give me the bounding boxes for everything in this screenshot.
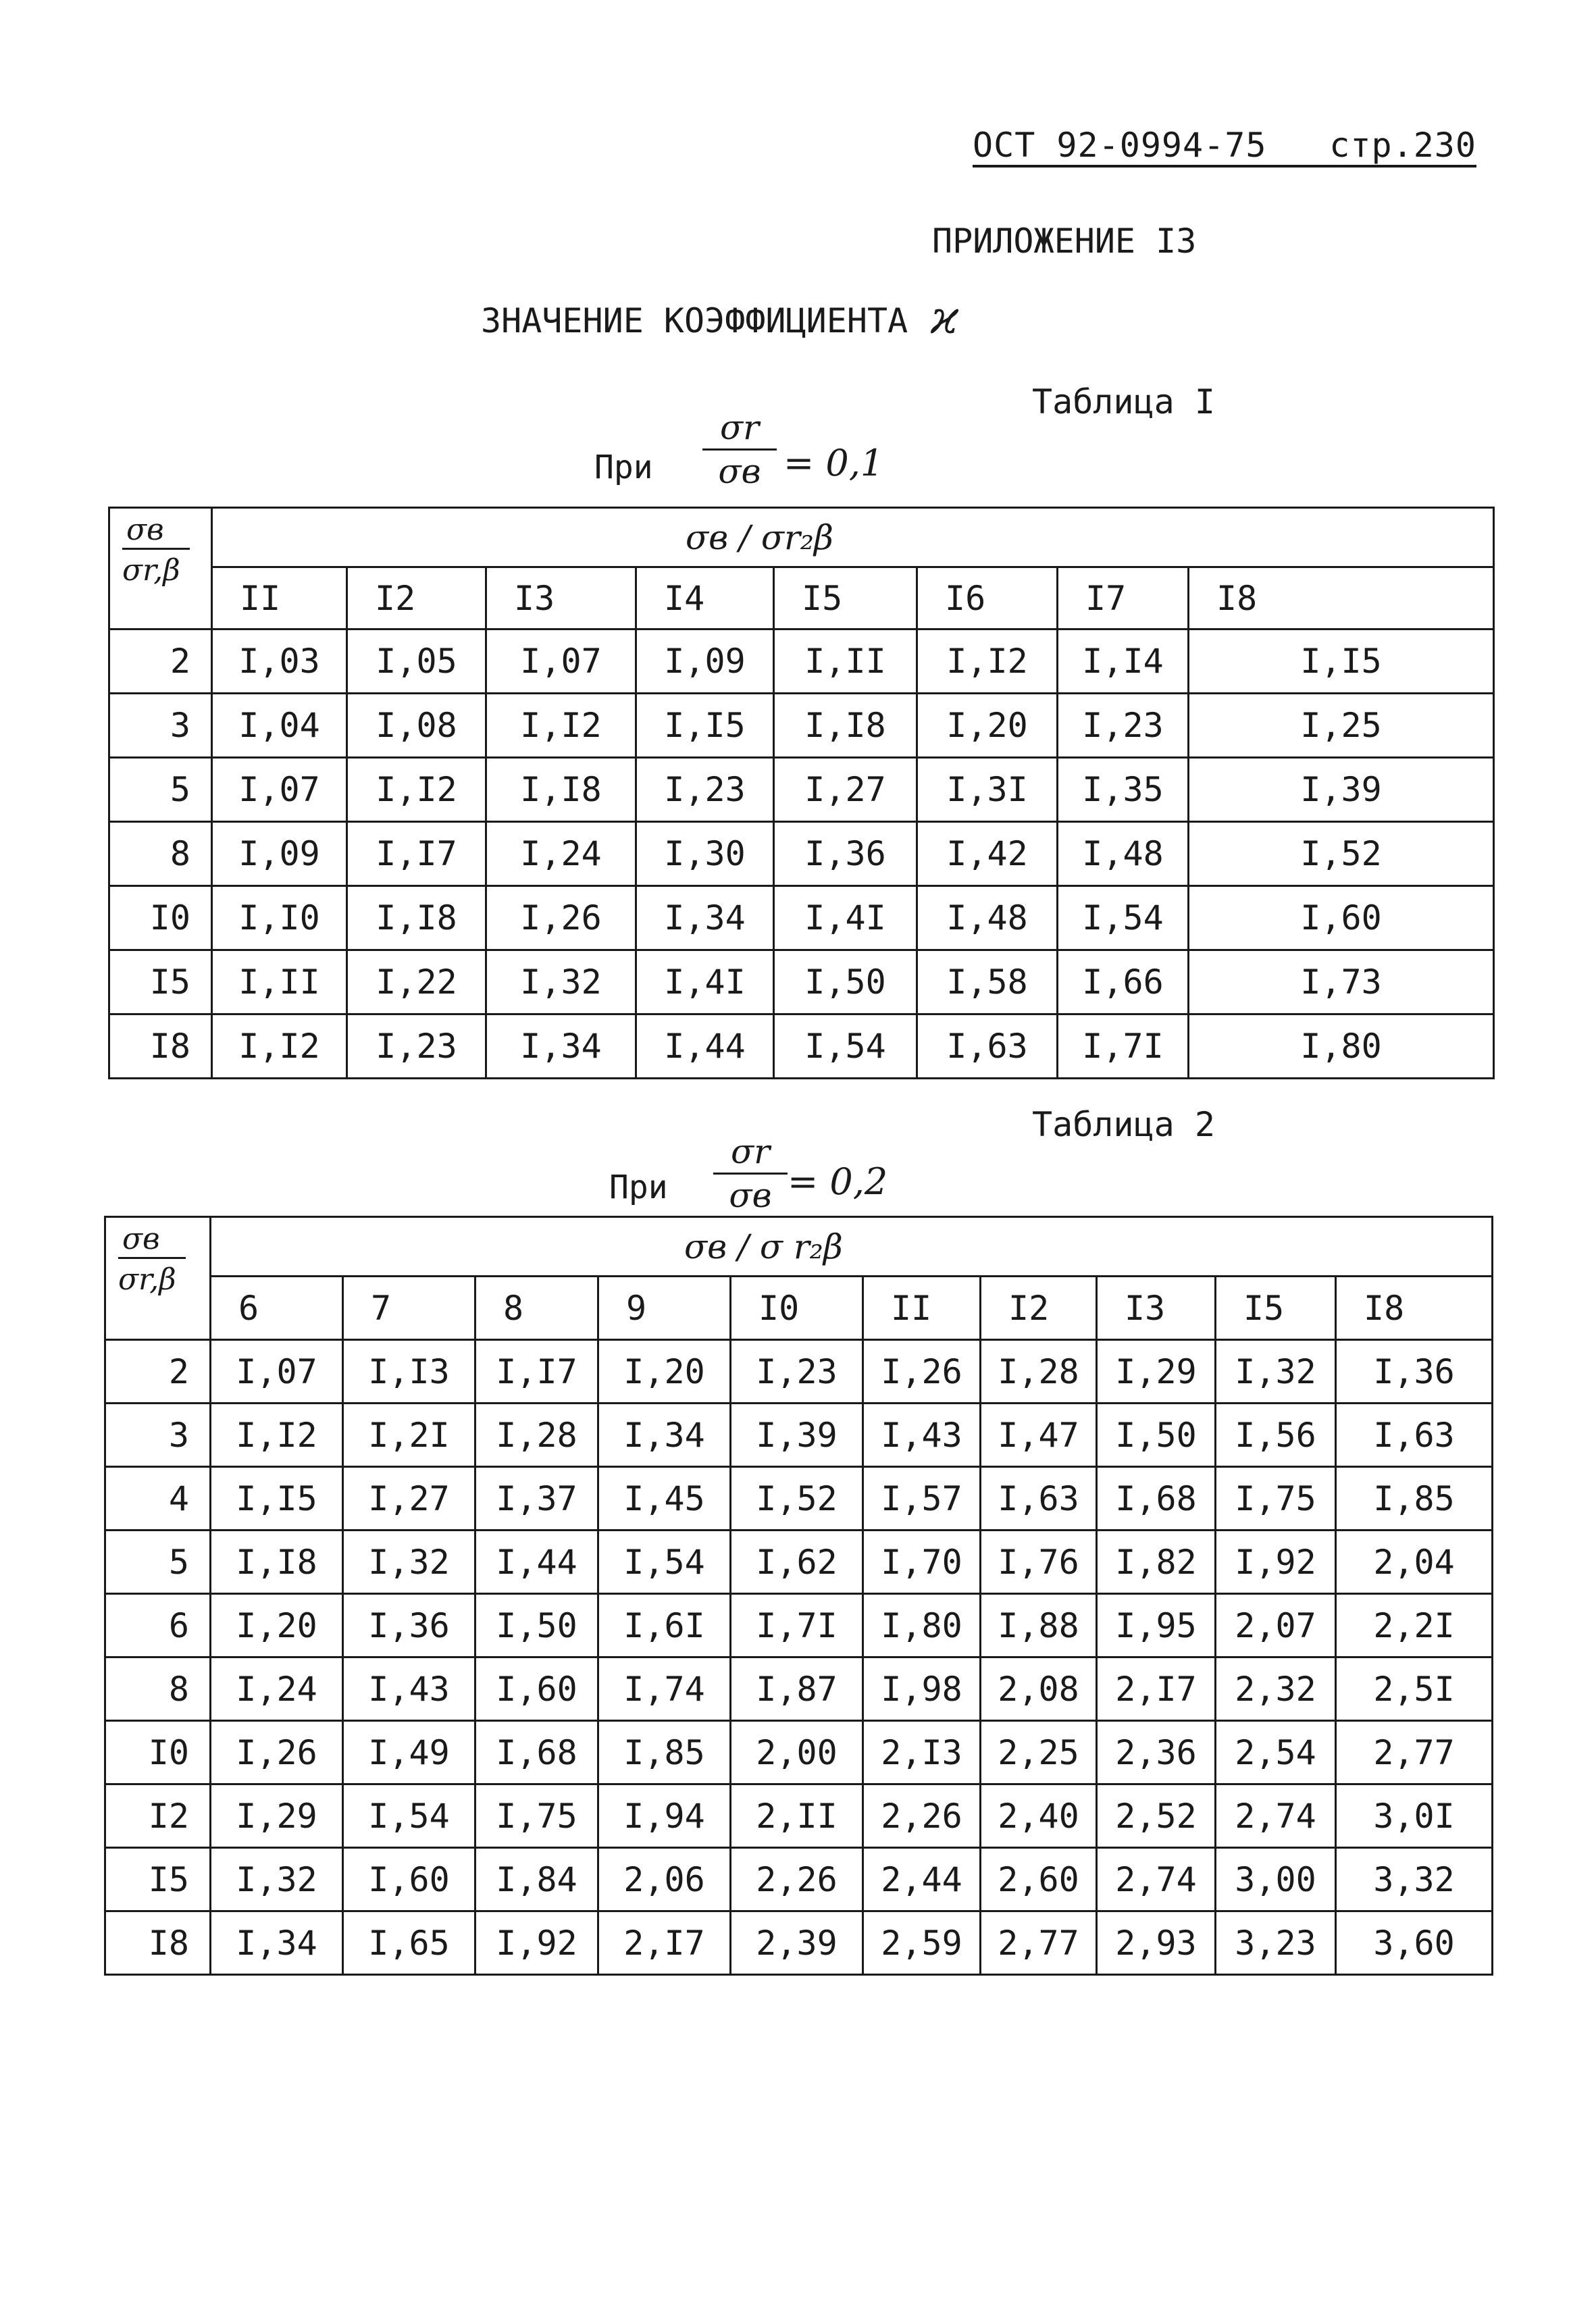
table1-cell: I,35	[1058, 758, 1189, 822]
table1-cell: I,34	[486, 1014, 636, 1079]
table2-cell: 3,32	[1336, 1848, 1493, 1911]
table2-cell: I,39	[731, 1404, 863, 1467]
table1-cell: I,I0	[212, 886, 347, 950]
table2-cell: I,I5	[211, 1467, 343, 1531]
table1-row-label: I8	[109, 1014, 212, 1079]
table2-cell: 2,36	[1097, 1721, 1216, 1784]
table1-cell: I,23	[1058, 694, 1189, 758]
table2-cell: I,34	[598, 1404, 731, 1467]
table2-row-label: I5	[105, 1848, 211, 1911]
table2-corner-num: σв	[122, 1222, 160, 1256]
table1-cell: I,63	[917, 1014, 1058, 1079]
table2-row-label: 5	[105, 1531, 211, 1594]
table2-cell: I,2I	[343, 1404, 475, 1467]
table2-cell: I,29	[211, 1784, 343, 1848]
table1-column-header: II	[212, 567, 347, 629]
table1-column-header: I4	[636, 567, 774, 629]
table1-label: Таблица I	[1032, 382, 1215, 421]
table1-condition-value: = 0,1	[783, 442, 884, 484]
table-row	[109, 822, 1494, 886]
table2-row-label: 2	[105, 1340, 211, 1404]
table1-row-label: 5	[109, 758, 212, 822]
table2-cell: I,56	[1216, 1404, 1336, 1467]
table2-cell: I,63	[1336, 1404, 1493, 1467]
table1-cell: I,I8	[347, 886, 486, 950]
coefficient-title: ЗНАЧЕНИЕ КОЭФФИЦИЕНТА	[481, 301, 908, 340]
table2-cell: I,20	[598, 1340, 731, 1404]
table2-cell: 2,I7	[598, 1911, 731, 1975]
table2-cell: 2,74	[1216, 1784, 1336, 1848]
table-row	[105, 1657, 1493, 1721]
table2-condition-num: σr	[730, 1132, 771, 1171]
table2-cell: 2,I7	[1097, 1657, 1216, 1721]
table2-cell: I,68	[475, 1721, 598, 1784]
table1-row-label: 8	[109, 822, 212, 886]
table1-cell: I,I8	[774, 694, 917, 758]
fraction-bar	[713, 1173, 788, 1175]
table2-condition-den: σв	[729, 1176, 772, 1215]
table2-cell: I,87	[731, 1657, 863, 1721]
table-row	[109, 629, 1494, 694]
table1-cell: I,09	[636, 629, 774, 694]
table2-cell: I,32	[343, 1531, 475, 1594]
table2-cell: I,65	[343, 1911, 475, 1975]
table2-cell: I,63	[981, 1467, 1097, 1531]
table1-condition-prefix: При	[594, 448, 653, 486]
table2-cell: I,29	[1097, 1340, 1216, 1404]
table2-cell: I,84	[475, 1848, 598, 1911]
table1-cell: I,24	[486, 822, 636, 886]
table2-cell: I,37	[475, 1467, 598, 1531]
table1-cell: I,39	[1189, 758, 1494, 822]
table2-cell: 2,2I	[1336, 1594, 1493, 1657]
table2-condition-prefix: При	[609, 1168, 668, 1206]
table1-cell: I,44	[636, 1014, 774, 1079]
table2-cell: 2,39	[731, 1911, 863, 1975]
table2-cell: I,20	[211, 1594, 343, 1657]
table1-row-label: 2	[109, 629, 212, 694]
table2-cell: I,95	[1097, 1594, 1216, 1657]
table2-cell: I,60	[475, 1657, 598, 1721]
table2-cell: I,82	[1097, 1531, 1216, 1594]
table2-cell: I,7I	[731, 1594, 863, 1657]
table2-cell: 2,52	[1097, 1784, 1216, 1848]
table2-cell: I,26	[863, 1340, 981, 1404]
table2-cell: I,88	[981, 1594, 1097, 1657]
table1-cell: I,II	[212, 950, 347, 1014]
table2-cell: I,85	[598, 1721, 731, 1784]
table2-cell: I,54	[343, 1784, 475, 1848]
table1-column-header: I8	[1189, 567, 1494, 629]
table2-cell: 2,60	[981, 1848, 1097, 1911]
table1-cell: I,I2	[347, 758, 486, 822]
table2-column-headers	[105, 1277, 1493, 1340]
table2-column-header: 6	[211, 1277, 343, 1340]
table-row	[109, 758, 1494, 822]
table1-cell: I,34	[636, 886, 774, 950]
table2-cell: I,24	[211, 1657, 343, 1721]
table2-cell: 2,08	[981, 1657, 1097, 1721]
table2-cell: 2,54	[1216, 1721, 1336, 1784]
table1-cell: I,30	[636, 822, 774, 886]
table2-cell: I,85	[1336, 1467, 1493, 1531]
table2-column-header: 8	[475, 1277, 598, 1340]
table2-cell: I,23	[731, 1340, 863, 1404]
table1-column-header: I3	[486, 567, 636, 629]
table1-cell: I,07	[486, 629, 636, 694]
table1-column-headers	[109, 567, 1494, 629]
table2-cell: I,49	[343, 1721, 475, 1784]
table1-cell: I,I2	[486, 694, 636, 758]
table2-cell: 2,07	[1216, 1594, 1336, 1657]
table2-cell: I,75	[1216, 1467, 1336, 1531]
table2-cell: I,74	[598, 1657, 731, 1721]
table2-cell: I,6I	[598, 1594, 731, 1657]
table2-cell: 3,60	[1336, 1911, 1493, 1975]
table2-row-label: 4	[105, 1467, 211, 1531]
table2-row-label: 6	[105, 1594, 211, 1657]
fraction-bar	[702, 448, 777, 451]
table2-cell: 2,32	[1216, 1657, 1336, 1721]
table1-span-header: σв / σr₂β	[212, 508, 1494, 567]
table2-span-header: σв / σ r₂β	[211, 1217, 1493, 1277]
table2-cell: 2,04	[1336, 1531, 1493, 1594]
table1-cell: I,4I	[774, 886, 917, 950]
document-code-text: ОСТ 92-0994-75	[973, 126, 1267, 165]
table1-condition-num: σr	[719, 408, 760, 447]
table2-cell: I,I7	[475, 1340, 598, 1404]
table2-row-label: 8	[105, 1657, 211, 1721]
table1-cell: I,I2	[917, 629, 1058, 694]
table1-cell: I,09	[212, 822, 347, 886]
table1-cell: I,04	[212, 694, 347, 758]
table2-label: Таблица 2	[1032, 1105, 1215, 1144]
table2-cell: I,68	[1097, 1467, 1216, 1531]
table1-cell: I,52	[1189, 822, 1494, 886]
table2-cell: I,98	[863, 1657, 981, 1721]
table1-corner-num: σв	[126, 513, 164, 547]
table2-cell: 2,77	[981, 1911, 1097, 1975]
table1-cell: I,I5	[1189, 629, 1494, 694]
table2-cell: I,34	[211, 1911, 343, 1975]
table1-cell: I,50	[774, 950, 917, 1014]
table2-cell: I,I2	[211, 1404, 343, 1467]
table-row	[105, 1340, 1493, 1404]
table1-column-header: I5	[774, 567, 917, 629]
table2-cell: I,50	[475, 1594, 598, 1657]
table1-cell: I,3I	[917, 758, 1058, 822]
table2-column-header: II	[863, 1277, 981, 1340]
table2-cell: 2,I3	[863, 1721, 981, 1784]
table2-cell: I,26	[211, 1721, 343, 1784]
table2-cell: 2,59	[863, 1911, 981, 1975]
table1-cell: I,7I	[1058, 1014, 1189, 1079]
table1-condition-den: σв	[718, 452, 761, 491]
table1-row-label: I0	[109, 886, 212, 950]
table1-cell: I,80	[1189, 1014, 1494, 1079]
table1-cell: I,03	[212, 629, 347, 694]
table2-cell: I,70	[863, 1531, 981, 1594]
table2-cell: I,60	[343, 1848, 475, 1911]
table1-cell: I,54	[1058, 886, 1189, 950]
table2-corner-header	[105, 1217, 211, 1340]
table2-cell: 2,26	[731, 1848, 863, 1911]
table1-corner-header	[109, 508, 212, 629]
table2-column-header: I2	[981, 1277, 1097, 1340]
document-code	[973, 126, 1476, 168]
table2-row-label: I2	[105, 1784, 211, 1848]
table2-column-header: I3	[1097, 1277, 1216, 1340]
table2-cell: I,57	[863, 1467, 981, 1531]
fraction-bar	[122, 548, 190, 550]
table2-cell: I,32	[211, 1848, 343, 1911]
table2-cell: 2,40	[981, 1784, 1097, 1848]
table1-cell: I,32	[486, 950, 636, 1014]
table2-cell: I,28	[475, 1404, 598, 1467]
table2-cell: 3,00	[1216, 1848, 1336, 1911]
table-row	[105, 1784, 1493, 1848]
table2-cell: 2,93	[1097, 1911, 1216, 1975]
table2-cell: I,80	[863, 1594, 981, 1657]
table2-cell: I,47	[981, 1404, 1097, 1467]
table1-cell: I,26	[486, 886, 636, 950]
table1-cell: I,I5	[636, 694, 774, 758]
table1-condition-fraction	[702, 408, 777, 491]
table2-condition-value: = 0,2	[788, 1160, 888, 1203]
table-row	[105, 1848, 1493, 1911]
table2-cell: I,50	[1097, 1404, 1216, 1467]
table2	[104, 1216, 1493, 1976]
table2-row-label: I8	[105, 1911, 211, 1975]
table1-cell: I,36	[774, 822, 917, 886]
table2-cell: I,28	[981, 1340, 1097, 1404]
table-row	[105, 1531, 1493, 1594]
page-number: стр.230	[1329, 126, 1476, 165]
table2-cell: I,92	[475, 1911, 598, 1975]
table2-cell: I,54	[598, 1531, 731, 1594]
table2-cell: 2,77	[1336, 1721, 1493, 1784]
table2-cell: I,36	[343, 1594, 475, 1657]
table2-cell: I,36	[1336, 1340, 1493, 1404]
table1-cell: I,42	[917, 822, 1058, 886]
table2-cell: I,44	[475, 1531, 598, 1594]
table1-column-header: I6	[917, 567, 1058, 629]
table2-cell: 2,44	[863, 1848, 981, 1911]
table2-cell: 3,0I	[1336, 1784, 1493, 1848]
table-row	[105, 1911, 1493, 1975]
table2-cell: I,I8	[211, 1531, 343, 1594]
table1-cell: I,07	[212, 758, 347, 822]
table2-cell: 2,5I	[1336, 1657, 1493, 1721]
table1-cell: I,08	[347, 694, 486, 758]
fraction-bar	[118, 1257, 186, 1259]
appendix-label: ПРИЛОЖЕНИЕ I3	[932, 222, 1197, 261]
table2-row-label: I0	[105, 1721, 211, 1784]
table2-cell: I,I3	[343, 1340, 475, 1404]
table-row	[105, 1404, 1493, 1467]
table2-corner-den: σr,β	[118, 1262, 176, 1297]
table1-cell: I,54	[774, 1014, 917, 1079]
table2-column-header: 9	[598, 1277, 731, 1340]
table2-cell: 3,23	[1216, 1911, 1336, 1975]
table1-cell: I,I7	[347, 822, 486, 886]
table1-corner-den: σr,β	[122, 553, 180, 588]
table1-cell: I,27	[774, 758, 917, 822]
table2-cell: 2,26	[863, 1784, 981, 1848]
table2-cell: I,94	[598, 1784, 731, 1848]
table2-cell: I,62	[731, 1531, 863, 1594]
table2-cell: 2,00	[731, 1721, 863, 1784]
table1-cell: I,I2	[212, 1014, 347, 1079]
table-row	[109, 694, 1494, 758]
table1-cell: I,58	[917, 950, 1058, 1014]
table-row	[109, 950, 1494, 1014]
table-row	[109, 1014, 1494, 1079]
table2-column-header: 7	[343, 1277, 475, 1340]
table1-column-header: I7	[1058, 567, 1189, 629]
table1-cell: I,66	[1058, 950, 1189, 1014]
table2-row-label: 3	[105, 1404, 211, 1467]
table-row	[105, 1721, 1493, 1784]
table2-cell: I,75	[475, 1784, 598, 1848]
table2-cell: 2,74	[1097, 1848, 1216, 1911]
table2-column-header: I0	[731, 1277, 863, 1340]
table1-cell: I,25	[1189, 694, 1494, 758]
table2-cell: 2,06	[598, 1848, 731, 1911]
table1-cell: I,II	[774, 629, 917, 694]
table2-cell: I,92	[1216, 1531, 1336, 1594]
table1-cell: I,22	[347, 950, 486, 1014]
table1-row-label: 3	[109, 694, 212, 758]
table2-column-header: I5	[1216, 1277, 1336, 1340]
table1-cell: I,4I	[636, 950, 774, 1014]
table2-cell: 2,25	[981, 1721, 1097, 1784]
table1-cell: I,48	[917, 886, 1058, 950]
table1-cell: I,60	[1189, 886, 1494, 950]
table2-cell: I,43	[863, 1404, 981, 1467]
table1-cell: I,20	[917, 694, 1058, 758]
table2-cell: I,76	[981, 1531, 1097, 1594]
table1-cell: I,73	[1189, 950, 1494, 1014]
table1-cell: I,23	[636, 758, 774, 822]
table1-cell: I,I4	[1058, 629, 1189, 694]
table2-cell: 2,II	[731, 1784, 863, 1848]
table1-row-label: I5	[109, 950, 212, 1014]
table2-cell: I,43	[343, 1657, 475, 1721]
table2-cell: I,52	[731, 1467, 863, 1531]
table2-condition-fraction	[713, 1132, 788, 1215]
table1	[108, 507, 1495, 1079]
table2-cell: I,32	[1216, 1340, 1336, 1404]
table2-column-header: I8	[1336, 1277, 1493, 1340]
table2-cell: I,45	[598, 1467, 731, 1531]
table1-cell: I,23	[347, 1014, 486, 1079]
table-row	[109, 886, 1494, 950]
table1-cell: I,48	[1058, 822, 1189, 886]
table-row	[105, 1467, 1493, 1531]
table1-column-header: I2	[347, 567, 486, 629]
coefficient-symbol: ϰ	[931, 292, 959, 344]
table2-cell: I,07	[211, 1340, 343, 1404]
table1-cell: I,I8	[486, 758, 636, 822]
table2-cell: I,27	[343, 1467, 475, 1531]
table1-cell: I,05	[347, 629, 486, 694]
table-row	[105, 1594, 1493, 1657]
